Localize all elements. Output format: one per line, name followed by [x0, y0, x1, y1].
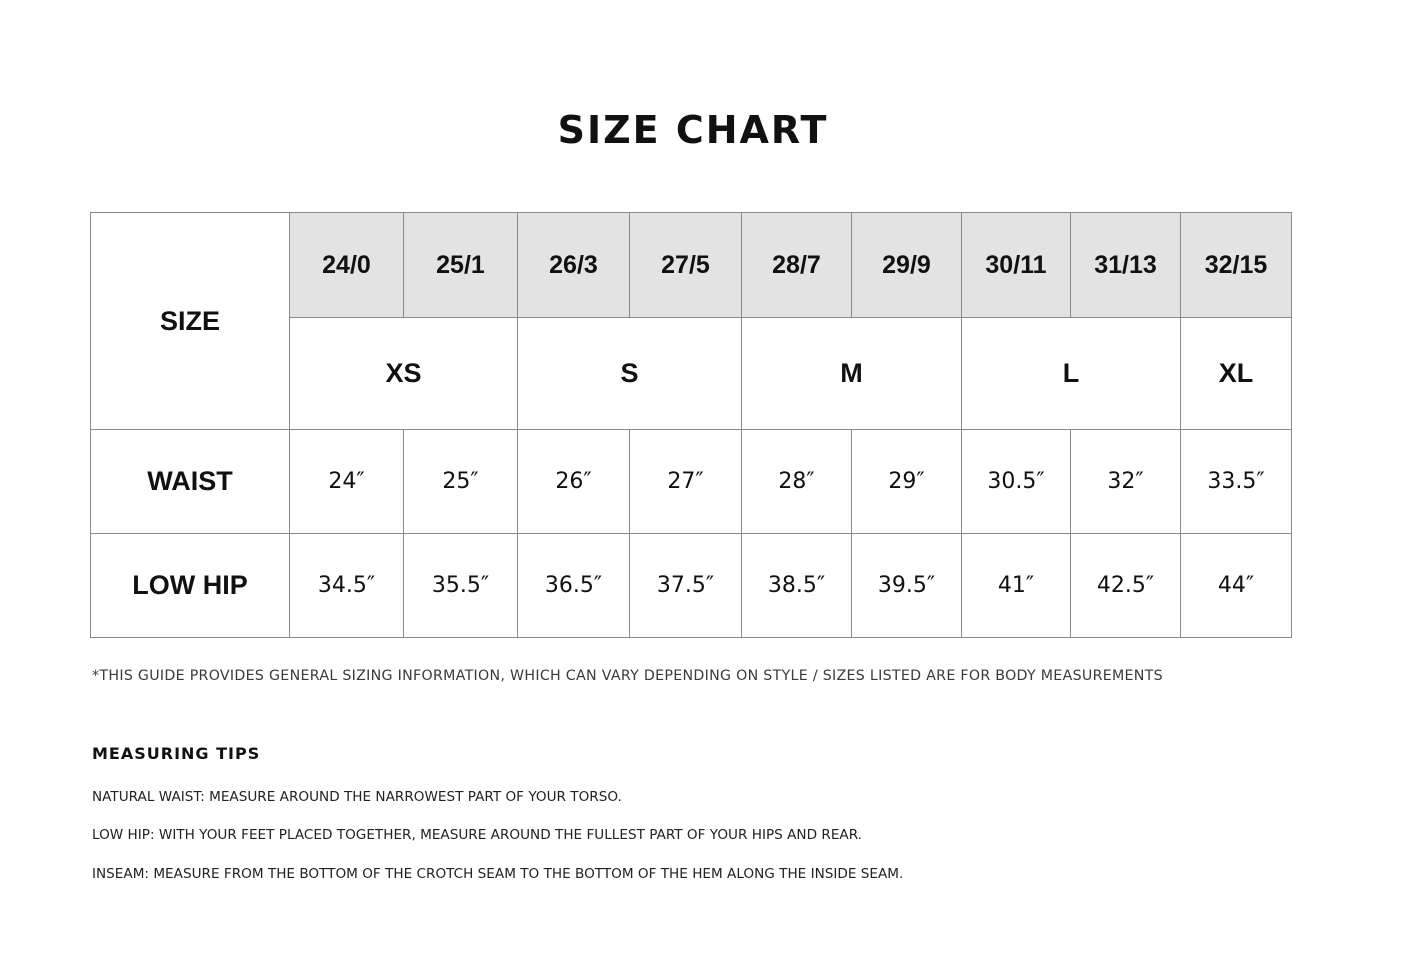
numeric-size-cell: 30/11	[962, 213, 1071, 318]
waist-value: 29″	[852, 430, 962, 534]
low-hip-value: 35.5″	[404, 534, 518, 638]
numeric-size-cell: 28/7	[742, 213, 852, 318]
numeric-size-cell: 24/0	[290, 213, 404, 318]
numeric-size-row	[91, 213, 1292, 318]
numeric-size-cell: 29/9	[852, 213, 962, 318]
tip-low-hip: LOW HIP: WITH YOUR FEET PLACED TOGETHER, MEASURE AROUND THE FULLEST PART OF YOUR HIPS AND REAR.	[92, 827, 862, 843]
waist-value: 32″	[1071, 430, 1181, 534]
letter-size-l: L	[962, 318, 1181, 430]
waist-value: 27″	[630, 430, 742, 534]
tip-natural-waist: NATURAL WAIST: MEASURE AROUND THE NARROWEST PART OF YOUR TORSO.	[92, 789, 622, 805]
low-hip-row	[91, 534, 1292, 638]
numeric-size-cell: 25/1	[404, 213, 518, 318]
letter-size-m: M	[742, 318, 962, 430]
low-hip-label: LOW HIP	[91, 534, 290, 638]
waist-value: 24″	[290, 430, 404, 534]
sizing-disclaimer: *THIS GUIDE PROVIDES GENERAL SIZING INFORMATION, WHICH CAN VARY DEPENDING ON STYLE / SIZES LISTED ARE FOR BODY MEASUREMENTS	[92, 668, 1163, 684]
low-hip-value: 37.5″	[630, 534, 742, 638]
waist-row	[91, 430, 1292, 534]
letter-size-xs: XS	[290, 318, 518, 430]
low-hip-value: 39.5″	[852, 534, 962, 638]
size-chart-table	[90, 212, 1292, 638]
tip-inseam: INSEAM: MEASURE FROM THE BOTTOM OF THE CROTCH SEAM TO THE BOTTOM OF THE HEM ALONG THE INSIDE SEAM.	[92, 866, 904, 882]
waist-value: 30.5″	[962, 430, 1071, 534]
low-hip-value: 38.5″	[742, 534, 852, 638]
low-hip-value: 44″	[1181, 534, 1292, 638]
numeric-size-cell: 31/13	[1071, 213, 1181, 318]
numeric-size-cell: 32/15	[1181, 213, 1292, 318]
low-hip-value: 42.5″	[1071, 534, 1181, 638]
waist-value: 25″	[404, 430, 518, 534]
low-hip-value: 34.5″	[290, 534, 404, 638]
low-hip-value: 36.5″	[518, 534, 630, 638]
page-title: SIZE CHART	[557, 108, 829, 152]
numeric-size-cell: 26/3	[518, 213, 630, 318]
waist-value: 33.5″	[1181, 430, 1292, 534]
letter-size-xl: XL	[1181, 318, 1292, 430]
low-hip-value: 41″	[962, 534, 1071, 638]
numeric-size-cell: 27/5	[630, 213, 742, 318]
letter-size-s: S	[518, 318, 742, 430]
waist-value: 28″	[742, 430, 852, 534]
waist-value: 26″	[518, 430, 630, 534]
waist-label: WAIST	[91, 430, 290, 534]
measuring-tips-heading: MEASURING TIPS	[92, 744, 261, 763]
size-label: SIZE	[91, 213, 290, 430]
